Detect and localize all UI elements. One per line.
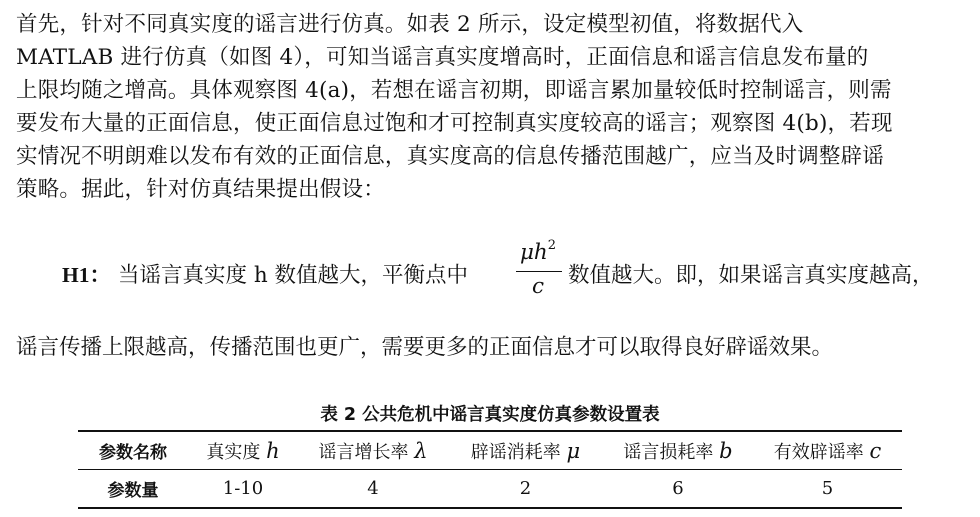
paragraph-1 bbox=[16, 8, 968, 206]
table-caption: 表 2 公共危机中谣言真实度仿真参数设置表 bbox=[320, 405, 660, 425]
table-cell: 5 bbox=[753, 470, 902, 509]
hypothesis-label: H1： bbox=[62, 263, 111, 287]
paragraph-1-line: 上限均随之增高。具体观察图 4(a)，若想在谣言初期，即谣言累加量较低时控制谣言，则需 bbox=[16, 78, 892, 103]
paragraph-1-line: 策略。据此，针对仿真结果提出假设： bbox=[16, 177, 385, 202]
hypothesis-h1 bbox=[62, 236, 962, 306]
table-cell: 6 bbox=[603, 470, 753, 509]
hypothesis-text-after: 数值越大。即，如果谣言真实度越高， bbox=[568, 263, 934, 288]
hypothesis-text-before: 当谣言真实度 h 数值越大，平衡点中 bbox=[118, 263, 469, 288]
paragraph-2: 谣言传播上限越高，传播范围也更广，需要更多的正面信息才可以取得良好辟谣效果。 bbox=[16, 335, 834, 360]
fraction-bar bbox=[516, 271, 562, 272]
table-cell: 4 bbox=[298, 470, 448, 509]
table-header-row bbox=[78, 431, 902, 470]
paragraph-1-line: MATLAB 进行仿真（如图 4），可知当谣言真实度增高时，正面信息和谣言信息发布量的 bbox=[16, 45, 869, 70]
header-cell: 谣言增长率 λ bbox=[298, 431, 448, 470]
header-cell: 有效辟谣率 c bbox=[753, 431, 902, 470]
paragraph-1-line: 要发布大量的正面信息，使正面信息过饱和才可控制真实度较高的谣言；观察图 4(b)，若现 bbox=[16, 111, 893, 136]
fraction-exponent: 2 bbox=[547, 238, 557, 253]
paragraph-1-line: 实情况不明朗难以发布有效的正面信息，真实度高的信息传播范围越广，应当及时调整辟谣 bbox=[16, 144, 885, 169]
parameter-table bbox=[78, 430, 902, 509]
table-row bbox=[78, 470, 902, 509]
table-cell: 2 bbox=[448, 470, 603, 509]
header-cell: 谣言损耗率 b bbox=[603, 431, 753, 470]
header-cell: 真实度 h bbox=[188, 431, 298, 470]
row-label: 参数量 bbox=[78, 470, 188, 509]
fraction-denominator: c bbox=[531, 274, 545, 299]
table-cell: 1-10 bbox=[188, 470, 298, 509]
header-row-label: 参数名称 bbox=[78, 431, 188, 470]
header-cell: 辟谣消耗率 μ bbox=[448, 431, 603, 470]
fraction-numerator: $\mu h^2$ bbox=[519, 238, 557, 266]
paragraph-1-line: 首先，针对不同真实度的谣言进行仿真。如表 2 所示，设定模型初值，将数据代入 bbox=[16, 12, 804, 37]
